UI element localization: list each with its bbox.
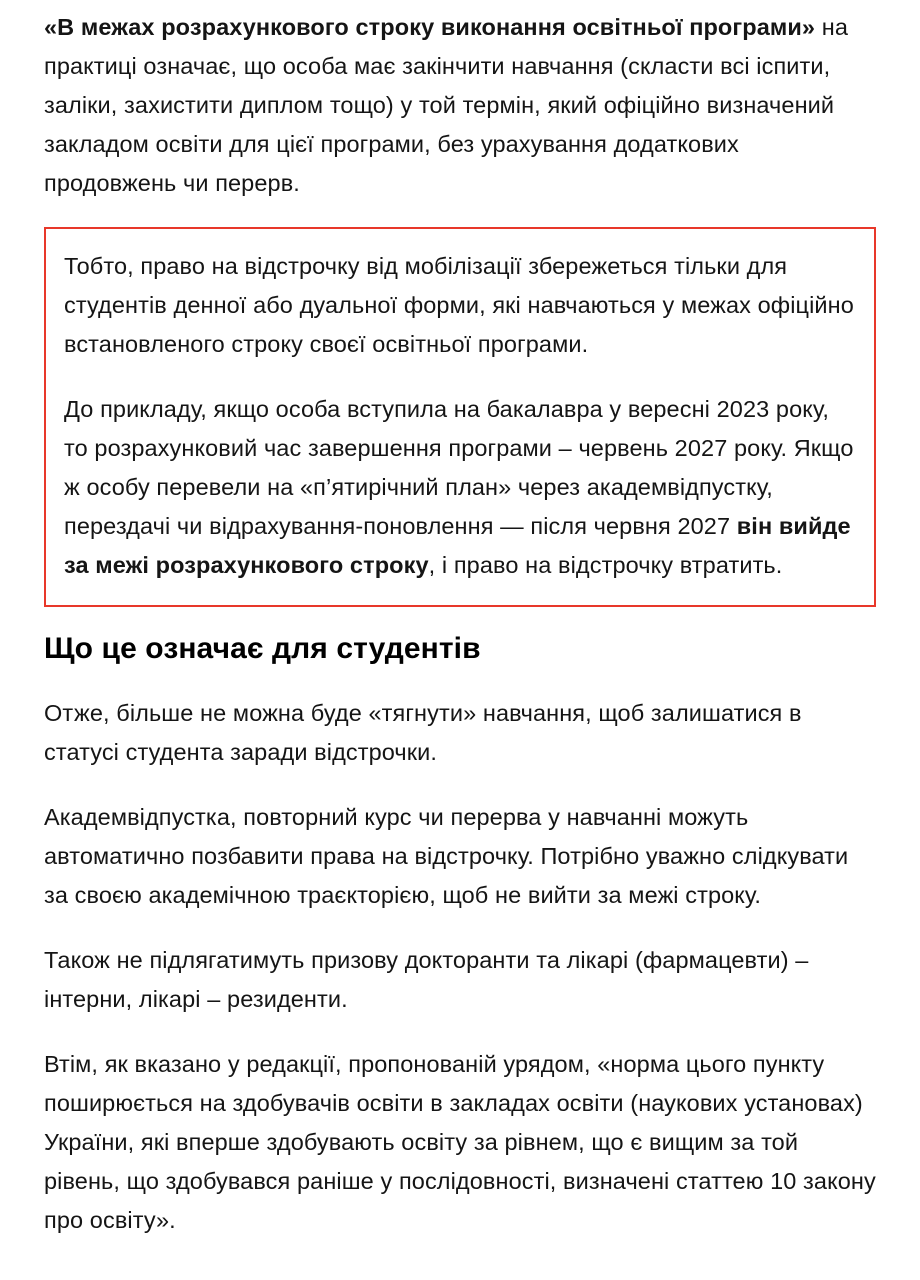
body-paragraph: Втім, як вказано у редакції, пропонованій урядом, «норма цього пункту поширюється на здобувачів освіти в закладах освіти (наукових установах) України, які вперше здобувають освіту за рівнем, що є вищим за той рівень, що здобувався раніше у послідовності, визначені статтею 10 закону про освіту».: [44, 1051, 876, 1233]
callout-paragraph-2-part-2: , і право на відстрочку втратить.: [428, 552, 783, 578]
body-paragraph: Також не підлягатимуть призову докторанти та лікарі (фармацевти) – інтерни, лікарі – резиденти.: [44, 947, 809, 1012]
body-paragraph: Академвідпустка, повторний курс чи перерва у навчанні можуть автоматично позбавити права на відстрочку. Потрібно уважно слідкувати за своєю академічною траєкторією, щоб не вийти за межі строку.: [44, 804, 849, 908]
intro-lead-bold: «В межах розрахункового строку виконання освітньої програми»: [44, 14, 816, 40]
body-paragraph: Отже, більше не можна буде «тягнути» навчання, щоб залишатися в статусі студента заради відстрочки.: [44, 700, 802, 765]
callout-paragraph-2-part-1: До прикладу, якщо особа вступила на бакалавра у вересні 2023 року, то розрахунковий час завершення програми – червень 2027 року. Якщо ж особу перевели на «п’ятирічний план» через академвідпустку, перездачі чи відрахування-поновлення — після червня 2027: [64, 396, 854, 539]
highlighted-callout-box: [44, 227, 876, 607]
callout-paragraph-2-bold: він вийде за межі розрахункового строку: [64, 513, 851, 578]
intro-paragraph: [44, 8, 876, 203]
section-heading: Що це означає для студентів: [44, 632, 481, 665]
callout-paragraph-1: Тобто, право на відстрочку від мобілізації збережеться тільки для студентів денної або дуальної форми, які навчаються у межах офіційно встановленого строку своєї освітньої програми.: [64, 253, 854, 357]
callout-paragraph-2: [64, 390, 856, 585]
intro-rest-text: на практиці означає, що особа має закінчити навчання (скласти всі іспити, заліки, захистити диплом тощо) у той термін, який офіційно визначений закладом освіти для цієї програми, без урахування додаткових продовжень чи перерв.: [44, 14, 848, 196]
article-body: [44, 694, 876, 1240]
